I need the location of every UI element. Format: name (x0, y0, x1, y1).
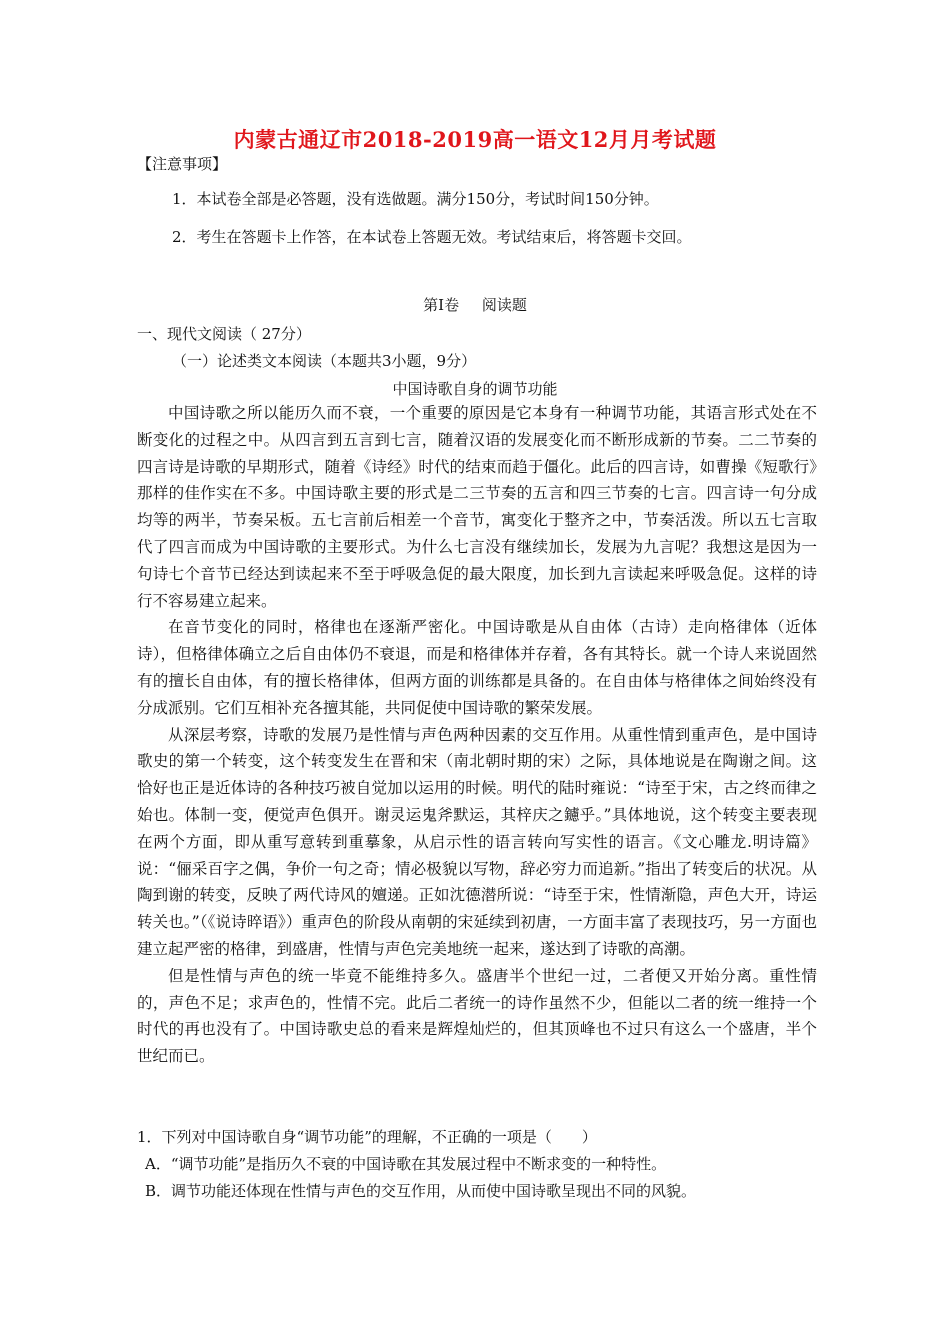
article-title: 中国诗歌自身的调节功能 (392, 380, 558, 398)
question-option-a: A．“调节功能”是指历久不衰的中国诗歌在其发展过程中不断求变的一种特性。 (145, 1155, 667, 1173)
notice-item-2: 2．考生在答题卡上作答，在本试卷上答题无效。考试结束后，将答题卡交回。 (172, 228, 692, 246)
sub-heading: （一）论述类文本阅读（本题共3小题，9分） (172, 352, 477, 370)
article-body (137, 400, 817, 1070)
question-option-b: B．调节功能还体现在性情与声色的交互作用，从而使中国诗歌呈现出不同的风貌。 (145, 1182, 697, 1200)
article-paragraph-1: 中国诗歌之所以能历久而不衰，一个重要的原因是它本身有一种调节功能，其语言形式处在不断变化的过程之中。从四言到五言到七言，随着汉语的发展变化而不断形成新的节奏。二二节奏的四言诗是诗歌的早期形式，随着《诗经》时代的结束而趋于僵化。此后的四言诗，如曹操《短歌行》那样的佳作实在不多。中国诗歌主要的形式是二三节奏的五言和四三节奏的七言。四言诗一句分成均等的两半，节奏呆板。五七言前后相差一个音节，寓变化于整齐之中，节奏活泼。所以五七言取代了四言而成为中国诗歌的主要形式。为什么七言没有继续加长，发展为九言呢？我想这是因为一句诗七个音节已经达到读起来不至于呼吸急促的最大限度，加长到九言读起来呼吸急促。这样的诗行不容易建立起来。 (137, 404, 817, 610)
part-heading: 一、现代文阅读（ 27分） (137, 325, 311, 343)
question-stem: 1．下列对中国诗歌自身“调节功能”的理解，不正确的一项是（ ） (137, 1128, 597, 1146)
notice-item-1: 1．本试卷全部是必答题，没有选做题。满分150分，考试时间150分钟。 (172, 190, 659, 208)
question-1 (137, 1124, 817, 1205)
notice-heading: 【注意事项】 (137, 155, 228, 173)
exam-title: 内蒙古通辽市2018-2019高一语文12月月考试题 (233, 127, 717, 152)
article-paragraph-2: 在音节变化的同时，格律也在逐渐严密化。中国诗歌是从自由体（古诗）走向格律体（近体诗），但格律体确立之后自由体仍不衰退，而是和格律体并存着，各有其特长。就一个诗人来说固然有的擅长自由体，有的擅长格律体，但两方面的训练都是具备的。在自由体与格律体之间始终没有分成派别。它们互相补充各擅其能，共同促使中国诗歌的繁荣发展。 (137, 618, 817, 717)
article-paragraph-4: 但是性情与声色的统一毕竟不能维持多久。盛唐半个世纪一过，二者便又开始分离。重性情的，声色不足；求声色的，性情不完。此后二者统一的诗作虽然不少，但能以二者的统一维持一个时代的再也没有了。中国诗歌史总的看来是辉煌灿烂的，但其顶峰也不过只有这么一个盛唐，半个世纪而已。 (137, 966, 817, 1066)
article-paragraph-3: 从深层考察，诗歌的发展乃是性情与声色两种因素的交互作用。从重性情到重声色，是中国诗歌史的第一个转变，这个转变发生在晋和宋（南北朝时期的宋）之际，具体地说是在陶谢之间。这恰好也正是近体诗的各种技巧被自觉加以运用的时候。明代的陆时雍说：“诗至于宋，古之终而律之始也。体制一变，便觉声色俱开。谢灵运鬼斧默运，其梓庆之鑢乎。”具体地说，这个转变主要表现在两个方面，即从重写意转到重摹象，从启示性的语言转向写实性的语言。《文心雕龙.明诗篇》说：“俪采百字之偶，争价一句之奇；情必极貌以写物，辞必穷力而追新。”指出了转变后的状况。从陶到谢的转变，反映了两代诗风的嬗递。正如沈德潜所说：“诗至于宋，性情渐隐，声色大开，诗运转关也。”（《说诗晬语》）重声色的阶段从南朝的宋延续到初唐，一方面丰富了表现技巧，另一方面也建立起严密的格律，到盛唐，性情与声色完美地统一起来，遂达到了诗歌的高潮。 (137, 725, 817, 958)
section-title: 第Ⅰ卷 阅读题 (423, 296, 527, 314)
